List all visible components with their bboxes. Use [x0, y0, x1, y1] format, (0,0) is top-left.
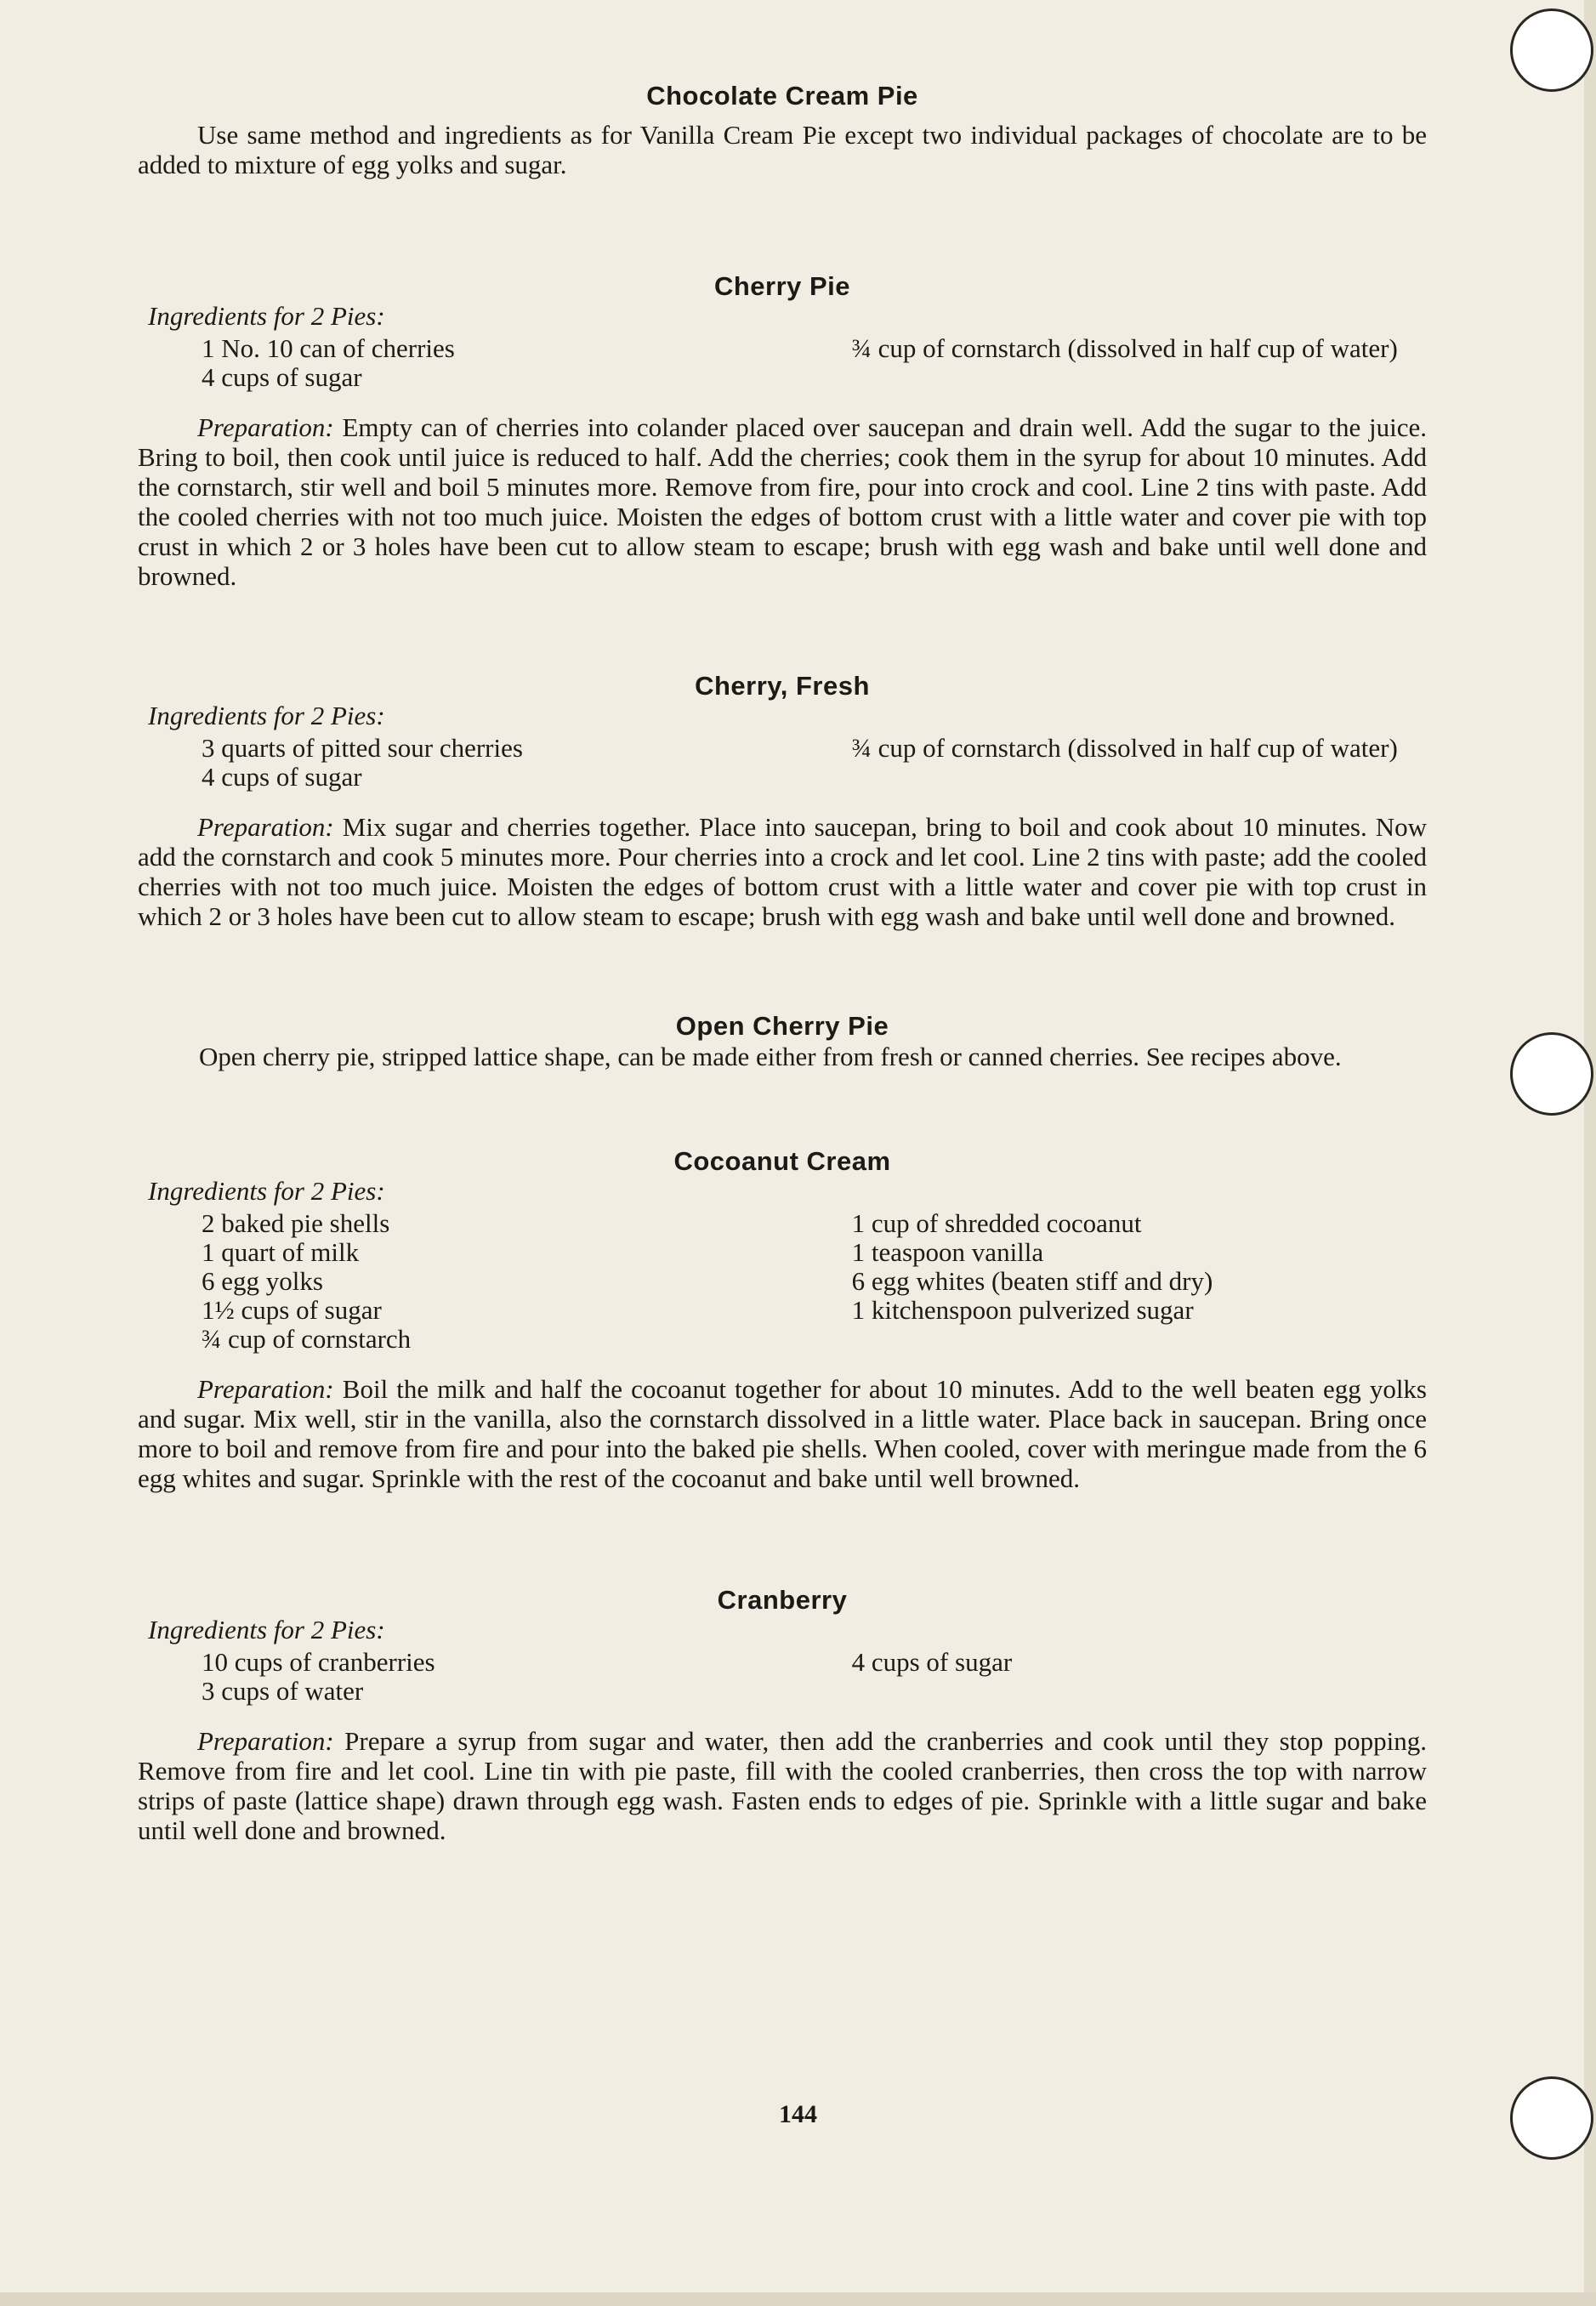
recipe-title: Cherry, Fresh: [695, 671, 870, 701]
ingredient-item: 3 quarts of pitted sour cherries: [202, 733, 523, 763]
page-content: [138, 81, 1427, 1845]
recipe-title: Cranberry: [717, 1585, 848, 1615]
preparation-label: Preparation:: [197, 812, 334, 842]
ingredient-item: ¾ cup of cornstarch (dissolved in half cup of water): [851, 733, 1398, 763]
ingredient-item: 1 No. 10 can of cherries: [202, 333, 455, 363]
ingredient-item: 4 cups of sugar: [202, 762, 362, 792]
ingredient-item: 6 egg yolks: [202, 1266, 323, 1296]
page-number: 144: [779, 2100, 817, 2128]
ingredients-heading: Ingredients for 2 Pies:: [148, 1615, 385, 1644]
ingredients-heading: Ingredients for 2 Pies:: [148, 701, 385, 730]
preparation-text: Mix sugar and cherries together. Place into saucepan, bring to boil and cook about 10 minutes. Now add the cornstarch and cook 5 minutes more. Pour cherries into a crock and let cool. Line 2 tins with paste; add the cooled cherries with not too much juice. Moisten the edges of bottom crust with a little water and cover pie with top crust in which 2 or 3 holes have been cut to allow steam to escape; brush with egg wash and bake until well done and browned.: [138, 812, 1427, 931]
ingredients-list: [202, 1648, 1427, 1706]
ingredient-item: 2 baked pie shells: [202, 1208, 390, 1238]
preparation-paragraph: [138, 412, 1427, 591]
binder-hole-top: [1510, 9, 1593, 92]
recipe-cranberry: [138, 1585, 1427, 1845]
preparation-label: Preparation:: [197, 412, 334, 442]
ingredient-item: 1 quart of milk: [202, 1237, 360, 1267]
recipe-open-cherry-pie: [138, 1011, 1427, 1071]
recipe-text: Use same method and ingredients as for Vanilla Cream Pie except two individual packages of chocolate are to be added to mixture of egg yolks and sugar.: [138, 120, 1427, 179]
preparation-text: Prepare a syrup from sugar and water, then add the cranberries and cook until they stop popping. Remove from fire and let cool. Line tin with pie paste, fill with the cooled cranberries, then cross the top with narrow strips of paste (lattice shape) drawn through egg wash. Fasten ends to edges of pie. Sprinkle with a little sugar and bake until well done and browned.: [138, 1726, 1427, 1845]
ingredient-item: ¾ cup of cornstarch (dissolved in half cup of water): [851, 333, 1398, 363]
recipe-chocolate-cream-pie: [138, 81, 1427, 179]
ingredient-item: 10 cups of cranberries: [202, 1647, 435, 1677]
preparation-text: Boil the milk and half the cocoanut together for about 10 minutes. Add to the well beaten egg yolks and sugar. Mix well, stir in the vanilla, also the cornstarch dissolved in a little water. Place back in saucepan. Bring once more to boil and remove from fire and pour into the baked pie shells. When cooled, cover with meringue made from the 6 egg whites and sugar. Sprinkle with the rest of the cocoanut and bake until well browned.: [138, 1374, 1427, 1493]
recipe-cherry-fresh: [138, 671, 1427, 931]
ingredients-heading: Ingredients for 2 Pies:: [148, 301, 385, 331]
ingredient-item: 1 teaspoon vanilla: [851, 1237, 1044, 1267]
ingredient-item: 4 cups of sugar: [202, 362, 362, 392]
recipe-cocoanut-cream: [138, 1146, 1427, 1493]
page-edge-right: [1584, 0, 1596, 2306]
preparation-label: Preparation:: [197, 1726, 334, 1756]
ingredients-list: [202, 734, 1427, 792]
ingredient-item: 4 cups of sugar: [851, 1647, 1013, 1677]
ingredient-item: 3 cups of water: [202, 1676, 364, 1706]
ingredients-list: [202, 1209, 1427, 1354]
ingredient-item: 1½ cups of sugar: [202, 1295, 382, 1325]
preparation-paragraph: [138, 1374, 1427, 1493]
recipe-title: Cocoanut Cream: [673, 1146, 891, 1176]
ingredient-item: 1 cup of shredded cocoanut: [851, 1208, 1142, 1238]
binder-hole-middle: [1510, 1032, 1593, 1116]
recipe-title: Cherry Pie: [713, 271, 851, 301]
ingredients-heading: Ingredients for 2 Pies:: [148, 1176, 385, 1206]
ingredient-item: ¾ cup of cornstarch: [202, 1324, 412, 1354]
ingredient-item: 6 egg whites (beaten stiff and dry): [851, 1266, 1213, 1296]
ingredients-list: [202, 334, 1427, 392]
ingredient-item: 1 kitchenspoon pulverized sugar: [851, 1295, 1194, 1325]
page-edge-bottom: [0, 2292, 1596, 2306]
recipe-cherry-pie: [138, 271, 1427, 591]
preparation-text: Empty can of cherries into colander placed over saucepan and drain well. Add the sugar to the juice. Bring to boil, then cook until juice is reduced to half. Add the cherries; cook them in the syrup for about 10 minutes. Add the cornstarch, stir well and boil 5 minutes more. Remove from fire, pour into crock and cool. Line 2 tins with paste. Add the cooled cherries with not too much juice. Moisten the edges of bottom crust with a little water and cover pie with top crust in which 2 or 3 holes have been cut to allow steam to escape; brush with egg wash and bake until well done and browned.: [138, 412, 1427, 591]
preparation-label: Preparation:: [197, 1374, 334, 1404]
preparation-paragraph: [138, 1726, 1427, 1845]
preparation-paragraph: [138, 812, 1427, 931]
recipe-title: Chocolate Cream Pie: [646, 81, 918, 111]
recipe-text: Open cherry pie, stripped lattice shape, can be made either from fresh or canned cherries. See recipes above.: [199, 1042, 1342, 1071]
recipe-title: Open Cherry Pie: [675, 1011, 889, 1041]
